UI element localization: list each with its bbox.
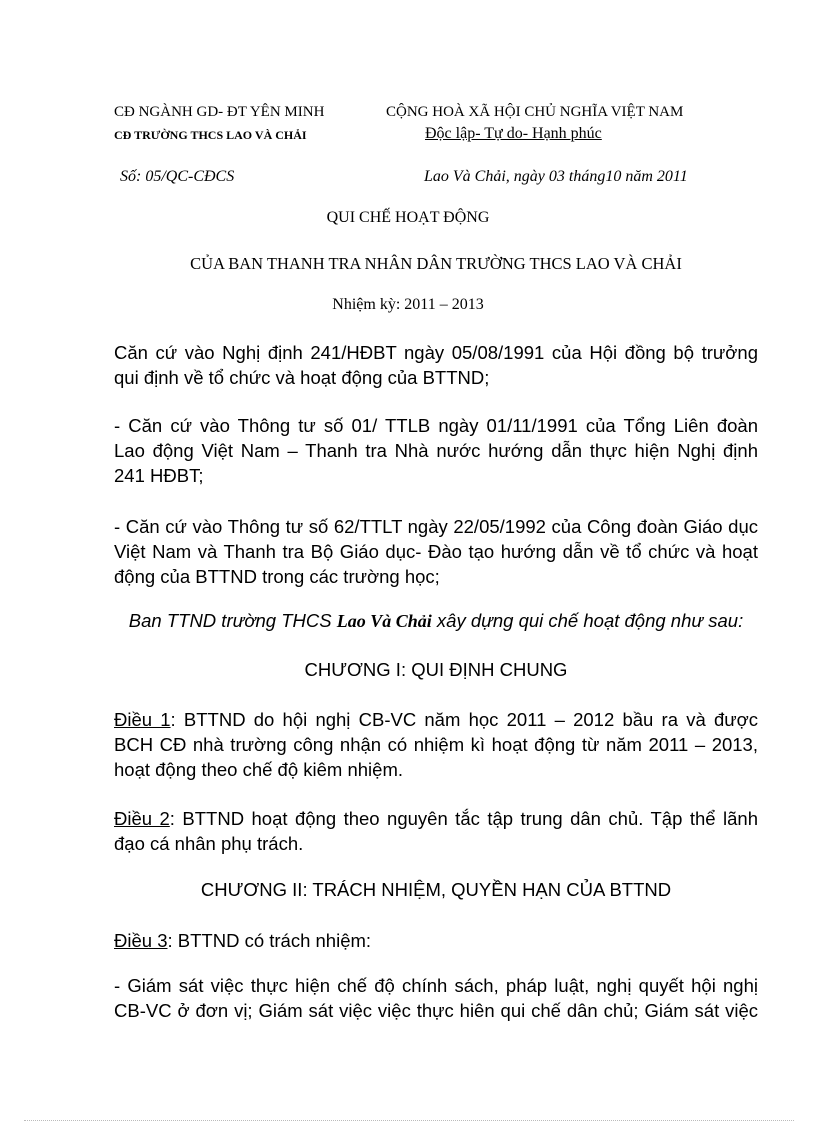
document-number: Số: 05/QC-CĐCS xyxy=(120,168,235,185)
article-1-label: Điều 1 xyxy=(114,709,171,730)
text-line xyxy=(114,928,758,953)
national-title: CỘNG HOÀ XÃ HỘI CHỦ NGHĨA VIỆT NAM xyxy=(386,104,684,120)
intro-suffix: xây dựng qui chế hoạt động như sau: xyxy=(431,610,744,631)
national-motto: Độc lập- Tự do- Hạnh phúc xyxy=(425,125,602,142)
chapter-2-heading: CHƯƠNG II: TRÁCH NHIỆM, QUYỀN HẠN CỦA BTTND xyxy=(200,879,672,900)
text-line: đạo cá nhân phụ trách. xyxy=(114,833,304,854)
article-3-label: Điều 3 xyxy=(114,930,168,951)
article-1 xyxy=(114,707,758,782)
article-3-text: : BTTND có trách nhiệm: xyxy=(167,930,372,951)
preamble-paragraph-3 xyxy=(114,514,758,589)
text-line: 241 HĐBT; xyxy=(114,465,204,486)
intro-school-name: Lao Và Chải xyxy=(336,611,432,631)
intro-line xyxy=(0,610,816,632)
place-date: Lao Và Chải, ngày 03 tháng10 năm 2011 xyxy=(424,168,688,185)
article-2 xyxy=(114,806,758,856)
article-3 xyxy=(114,928,758,953)
text-line: - Căn cứ vào Thông tư số 01/ TTLB ngày 01/11/1991 của Tổng Liên đoàn xyxy=(114,415,758,436)
text-line: Căn cứ vào Nghị định 241/HĐBT ngày 05/08/1991 của Hội đồng bộ trưởng xyxy=(114,342,758,363)
text-line: Lao động Việt Nam – Thanh tra Nhà nước hướng dẫn thực hiện Nghị định xyxy=(114,440,758,461)
union-name-line1: CĐ NGÀNH GD- ĐT YÊN MINH xyxy=(114,104,325,120)
text-line xyxy=(114,707,758,732)
text-line: động của BTTND trong các trường học; xyxy=(114,566,440,587)
text-line: - Căn cứ vào Thông tư số 62/TTLT ngày 22/05/1992 của Công đoàn Giáo dục xyxy=(114,516,758,537)
text-line: - Giám sát việc thực hiện chế độ chính sách, pháp luật, nghị quyết hội nghị xyxy=(114,975,758,996)
text-line: Việt Nam và Thanh tra Bộ Giáo dục- Đào tạo hướng dẫn về tổ chức và hoạt xyxy=(114,541,758,562)
text-line: qui định về tổ chức và hoạt động của BTTND; xyxy=(114,367,490,388)
article-2-text: : BTTND hoạt động theo nguyên tắc tập trung dân chủ. Tập thể lãnh xyxy=(169,808,758,829)
duty-paragraph-1 xyxy=(114,973,758,1023)
text-line: hoạt động theo chế độ kiêm nhiệm. xyxy=(114,759,403,780)
document-title: QUI CHẾ HOẠT ĐỘNG xyxy=(326,209,490,226)
preamble-paragraph-1 xyxy=(114,340,758,390)
chapter-1-heading: CHƯƠNG I: QUI ĐỊNH CHUNG xyxy=(304,659,568,680)
article-2-label: Điều 2 xyxy=(114,808,170,829)
document-subtitle: CỦA BAN THANH TRA NHÂN DÂN TRƯỜNG THCS LAO VÀ CHẢI xyxy=(190,254,682,273)
page-bottom-border xyxy=(24,1120,794,1121)
text-line: CB-VC ở đơn vị; Giám sát việc việc thực hiên qui chế dân chủ; Giám sát việc xyxy=(114,1000,758,1021)
text-line xyxy=(114,806,758,831)
term-line: Nhiệm kỳ: 2011 – 2013 xyxy=(332,296,484,313)
preamble-paragraph-2 xyxy=(114,413,758,488)
intro-prefix: Ban TTND trường THCS xyxy=(128,610,337,631)
text-line: BCH CĐ nhà trường công nhận có nhiệm kì hoạt động từ năm 2011 – 2013, xyxy=(114,734,758,755)
article-1-text: : BTTND do hội nghị CB-VC năm học 2011 – 2012 bầu ra và được xyxy=(170,709,758,730)
union-name-line2: CĐ TRƯỜNG THCS LAO VÀ CHẢI xyxy=(114,128,307,142)
